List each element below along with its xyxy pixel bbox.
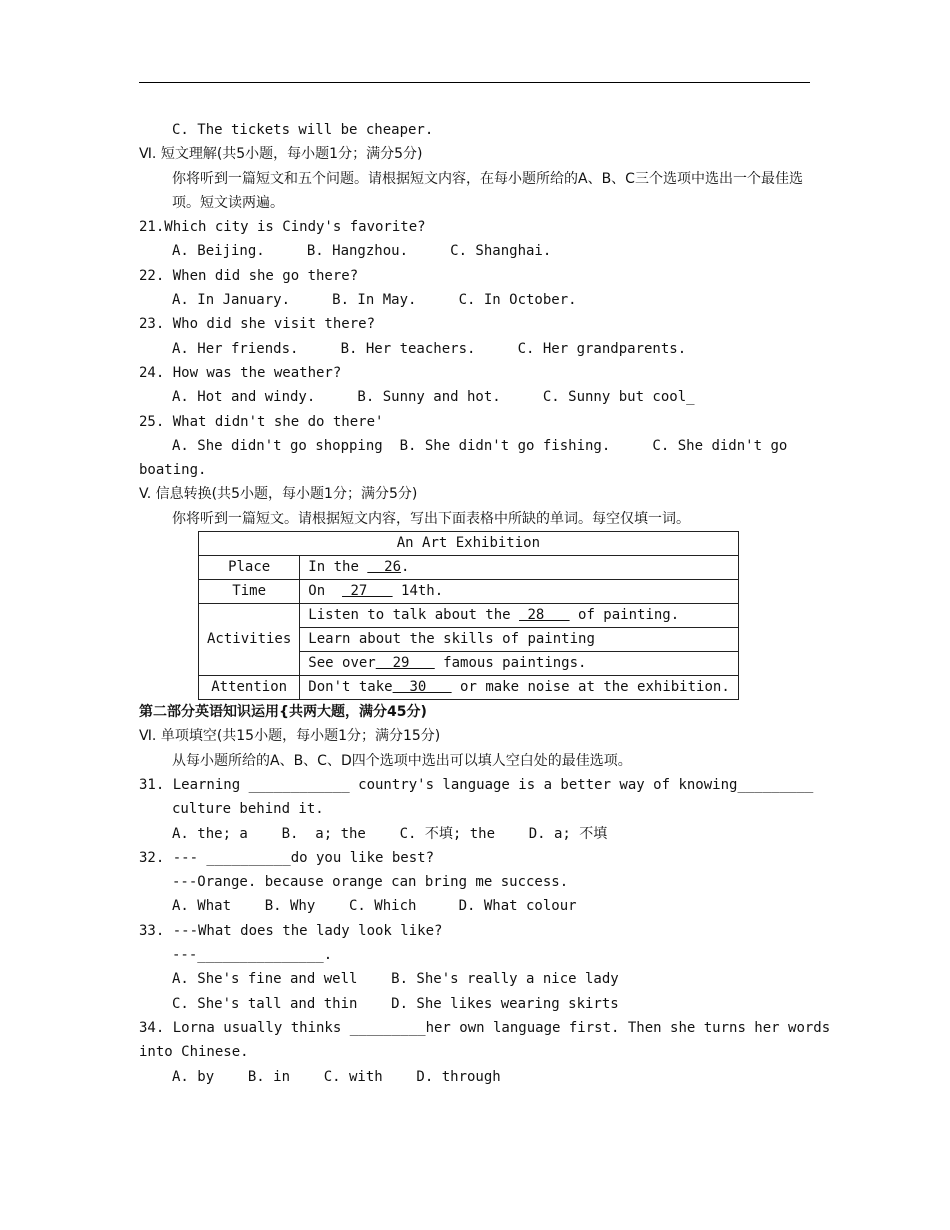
document-page bbox=[139, 118, 831, 1089]
section-title: Ⅵ. 短文理解(共5小题，每小题1分；满分5分) bbox=[139, 146, 423, 163]
table-label-activities: Activities bbox=[199, 604, 300, 676]
options-21: A. Beijing. B. Hangzhou. C. Shanghai. bbox=[172, 243, 552, 260]
table-label-attention: Attention bbox=[199, 676, 300, 700]
options-34: A. by B. in C. with D. through bbox=[172, 1068, 501, 1085]
header-rule bbox=[139, 82, 810, 83]
blank-28: 28 bbox=[519, 607, 570, 624]
options-33-b: C. She's tall and thin D. She likes wearing skirts bbox=[172, 995, 619, 1012]
section-title: V. 信息转换(共5小题，每小题1分；满分5分) bbox=[139, 486, 418, 503]
table-cell-attention: Don't take 30 or make noise at the exhibition. bbox=[300, 676, 738, 700]
blank-30: 30 bbox=[392, 679, 452, 696]
section-instruction: 从每小题所给的A、B、C、D四个选项中选出可以填人空白处的最佳选项。 bbox=[172, 752, 632, 769]
options-22: A. In January. B. In May. C. In October. bbox=[172, 292, 577, 309]
question-31: 31. Learning ____________ country's language is a better way of knowing_________ bbox=[139, 776, 814, 793]
question-23: 23. Who did she visit there? bbox=[139, 316, 376, 333]
question-21: 21.Which city is Cindy's favorite? bbox=[139, 219, 426, 236]
question-31-continued: culture behind it. bbox=[172, 801, 324, 818]
table-title: An Art Exhibition bbox=[199, 532, 739, 556]
part-title: 第二部分英语知识运用{共两大题，满分45分) bbox=[139, 704, 427, 721]
question-33-answer: ---_______________. bbox=[172, 947, 333, 964]
options-31: A. the; a B. a; the C. 不填; the D. a; 不填 bbox=[172, 825, 608, 842]
options-25-continued: boating. bbox=[139, 462, 207, 479]
blank-26: 26 bbox=[367, 559, 402, 576]
options-33-a: A. She's fine and well B. She's really a nice lady bbox=[172, 971, 619, 988]
question-32: 32. --- __________do you like best? bbox=[139, 849, 435, 866]
section-instruction: 你将听到一篇短文和五个问题。请根据短文内容，在每小题所给的A、B、C三个选项中选出一个最佳选项。短文读两遍。 bbox=[172, 170, 803, 211]
table-label-place: Place bbox=[199, 556, 300, 580]
section-instruction: 你将听到一篇短文。请根据短文内容，写出下面表格中所缺的单词。每空仅填一词。 bbox=[172, 510, 690, 527]
table-cell-activity-3: See over 29 famous paintings. bbox=[300, 652, 738, 676]
table-cell-activity-2: Learn about the skills of painting bbox=[300, 628, 738, 652]
blank-29: 29 bbox=[375, 655, 435, 672]
options-32: A. What B. Why C. Which D. What colour bbox=[172, 898, 577, 915]
question-34-continued: into Chinese. bbox=[139, 1044, 249, 1061]
table-cell-place: In the 26. bbox=[300, 556, 738, 580]
question-24: 24. How was the weather? bbox=[139, 364, 342, 381]
question-33: 33. ---What does the lady look like? bbox=[139, 922, 443, 939]
section-title: Ⅵ. 单项填空(共15小题，每小题1分；满分15分) bbox=[139, 728, 441, 745]
blank-27: 27 bbox=[342, 583, 393, 600]
question-22: 22. When did she go there? bbox=[139, 267, 359, 284]
question-25: 25. What didn't she do there' bbox=[139, 413, 384, 430]
options-24: A. Hot and windy. B. Sunny and hot. C. Sunny but cool_ bbox=[172, 389, 695, 406]
info-table bbox=[198, 531, 739, 700]
table-cell-activity-1: Listen to talk about the 28 of painting. bbox=[300, 604, 738, 628]
option-line: C. The tickets will be cheaper. bbox=[172, 122, 434, 138]
question-34: 34. Lorna usually thinks _________her own language first. Then she turns her words bbox=[139, 1019, 831, 1036]
options-23: A. Her friends. B. Her teachers. C. Her grandparents. bbox=[172, 340, 687, 357]
options-25: A. She didn't go shopping B. She didn't go fishing. C. She didn't go bbox=[172, 437, 788, 454]
table-cell-time: On 27 14th. bbox=[300, 580, 738, 604]
table-label-time: Time bbox=[199, 580, 300, 604]
question-32-answer: ---Orange. because orange can bring me success. bbox=[172, 874, 569, 891]
